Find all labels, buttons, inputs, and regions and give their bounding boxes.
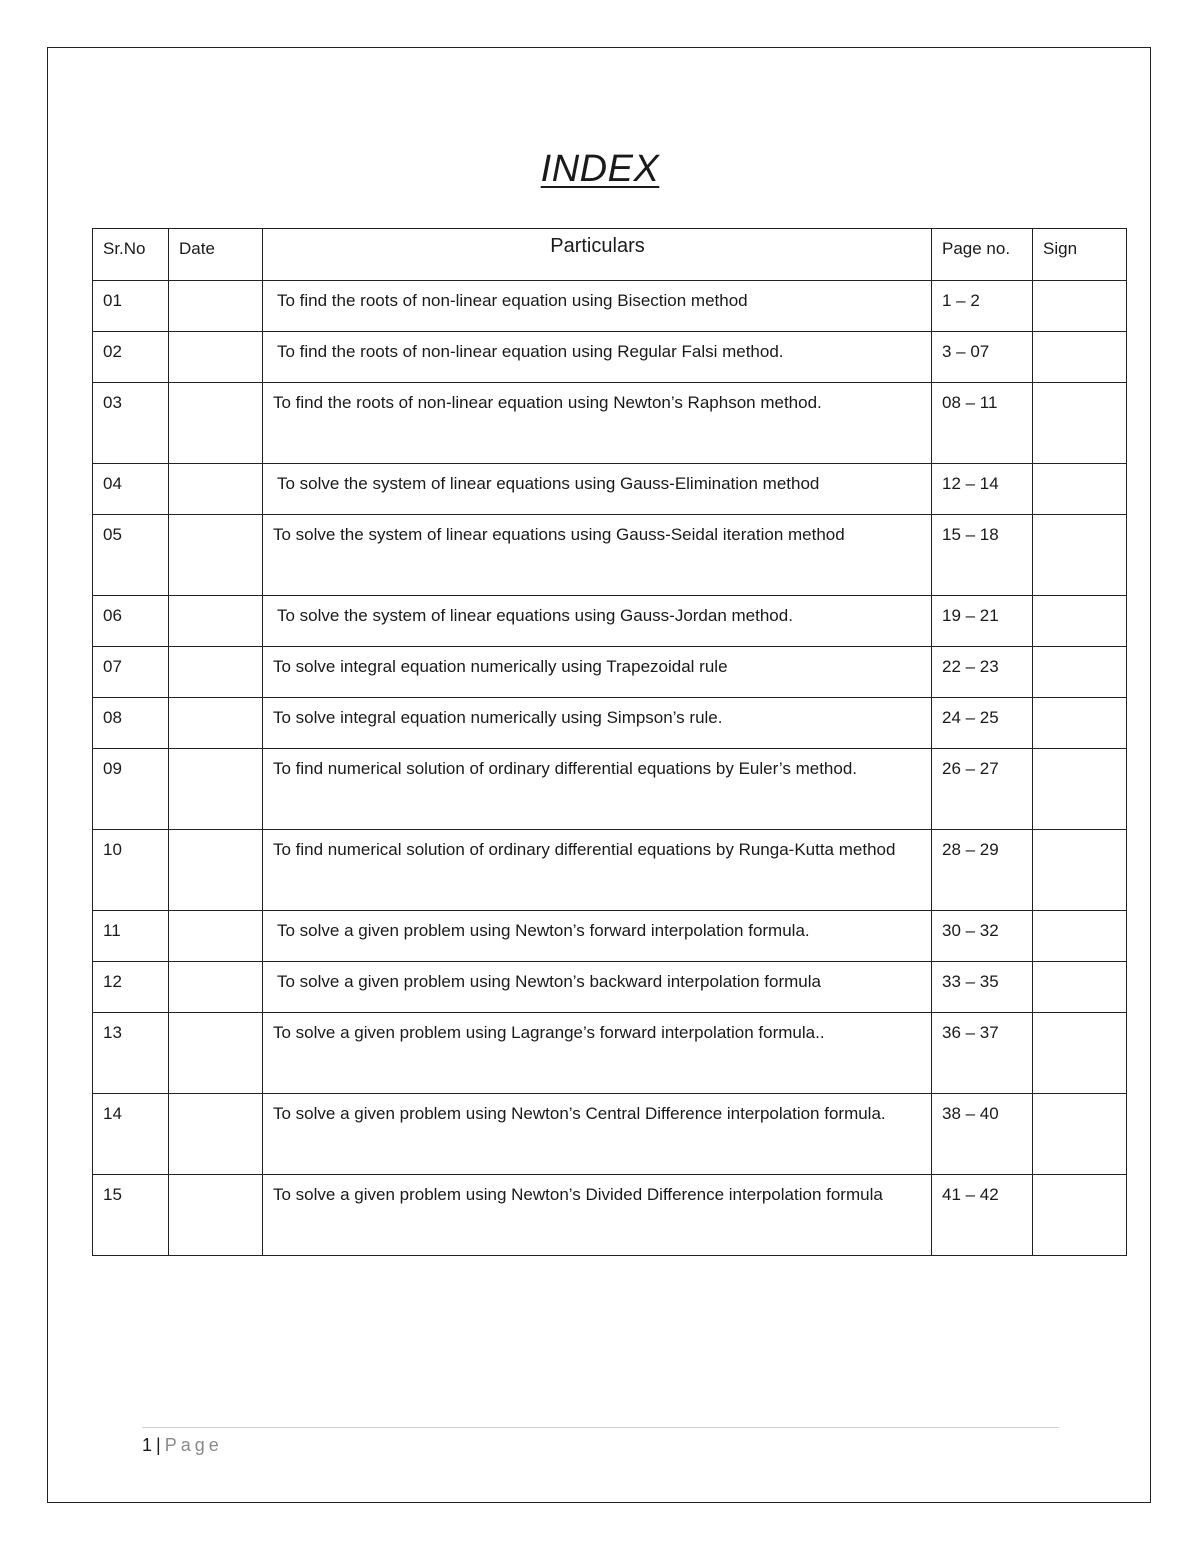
header-date: Date — [169, 229, 263, 281]
table-row — [93, 515, 1127, 596]
cell-particulars: To solve the system of linear equations using Gauss-Jordan method. — [263, 596, 932, 647]
cell-sr-no: 08 — [93, 698, 169, 749]
cell-date — [169, 332, 263, 383]
cell-date — [169, 1094, 263, 1175]
cell-page-no: 22 – 23 — [932, 647, 1033, 698]
cell-date — [169, 464, 263, 515]
cell-page-no: 30 – 32 — [932, 911, 1033, 962]
cell-particulars: To solve the system of linear equations using Gauss-Seidal iteration method — [263, 515, 932, 596]
cell-sign — [1033, 464, 1127, 515]
page-title: INDEX — [540, 148, 660, 190]
cell-date — [169, 830, 263, 911]
cell-date — [169, 911, 263, 962]
cell-page-no: 3 – 07 — [932, 332, 1033, 383]
header-sign: Sign — [1033, 229, 1127, 281]
index-table — [92, 228, 1127, 1256]
table-row — [93, 698, 1127, 749]
cell-sign — [1033, 596, 1127, 647]
cell-particulars: To find the roots of non-linear equation using Bisection method — [263, 281, 932, 332]
cell-sr-no: 02 — [93, 332, 169, 383]
cell-particulars: To solve integral equation numerically using Trapezoidal rule — [263, 647, 932, 698]
cell-particulars: To solve a given problem using Newton’s Central Difference interpolation formula. — [263, 1094, 932, 1175]
page-label: Page — [164, 1435, 223, 1455]
table-row — [93, 1094, 1127, 1175]
table-row — [93, 596, 1127, 647]
table-row — [93, 464, 1127, 515]
cell-sr-no: 11 — [93, 911, 169, 962]
cell-sr-no: 06 — [93, 596, 169, 647]
cell-page-no: 1 – 2 — [932, 281, 1033, 332]
page-footer — [142, 1432, 223, 1458]
cell-particulars: To find the roots of non-linear equation using Newton’s Raphson method. — [263, 383, 932, 464]
table-row — [93, 332, 1127, 383]
cell-date — [169, 749, 263, 830]
cell-sign — [1033, 383, 1127, 464]
cell-sr-no: 13 — [93, 1013, 169, 1094]
cell-particulars: To solve a given problem using Newton’s Divided Difference interpolation formula — [263, 1175, 932, 1256]
table-row — [93, 962, 1127, 1013]
table-row — [93, 911, 1127, 962]
cell-page-no: 33 – 35 — [932, 962, 1033, 1013]
header-page-no: Page no. — [932, 229, 1033, 281]
cell-page-no: 26 – 27 — [932, 749, 1033, 830]
cell-page-no: 28 – 29 — [932, 830, 1033, 911]
cell-sign — [1033, 515, 1127, 596]
cell-sign — [1033, 1175, 1127, 1256]
cell-particulars: To find the roots of non-linear equation using Regular Falsi method. — [263, 332, 932, 383]
table-row — [93, 383, 1127, 464]
cell-sign — [1033, 749, 1127, 830]
footer-divider — [142, 1427, 1059, 1428]
cell-sign — [1033, 281, 1127, 332]
cell-particulars: To solve a given problem using Lagrange’s forward interpolation formula.. — [263, 1013, 932, 1094]
cell-sr-no: 12 — [93, 962, 169, 1013]
cell-date — [169, 596, 263, 647]
cell-sign — [1033, 647, 1127, 698]
cell-page-no: 36 – 37 — [932, 1013, 1033, 1094]
cell-page-no: 41 – 42 — [932, 1175, 1033, 1256]
cell-date — [169, 962, 263, 1013]
cell-sr-no: 07 — [93, 647, 169, 698]
table-row — [93, 1175, 1127, 1256]
cell-date — [169, 698, 263, 749]
cell-particulars: To find numerical solution of ordinary differential equations by Runga-Kutta method — [263, 830, 932, 911]
cell-sign — [1033, 830, 1127, 911]
cell-page-no: 38 – 40 — [932, 1094, 1033, 1175]
cell-sr-no: 05 — [93, 515, 169, 596]
cell-sign — [1033, 1013, 1127, 1094]
header-sr-no: Sr.No — [93, 229, 169, 281]
cell-particulars: To solve the system of linear equations using Gauss-Elimination method — [263, 464, 932, 515]
cell-sr-no: 04 — [93, 464, 169, 515]
page-number: 1 — [142, 1435, 153, 1455]
cell-particulars: To find numerical solution of ordinary differential equations by Euler’s method. — [263, 749, 932, 830]
cell-sign — [1033, 698, 1127, 749]
table-row — [93, 281, 1127, 332]
table-row — [93, 830, 1127, 911]
cell-sr-no: 03 — [93, 383, 169, 464]
cell-sr-no: 14 — [93, 1094, 169, 1175]
cell-sr-no: 01 — [93, 281, 169, 332]
cell-date — [169, 647, 263, 698]
cell-sign — [1033, 911, 1127, 962]
cell-page-no: 08 – 11 — [932, 383, 1033, 464]
cell-sr-no: 10 — [93, 830, 169, 911]
table-row — [93, 647, 1127, 698]
cell-particulars: To solve a given problem using Newton’s forward interpolation formula. — [263, 911, 932, 962]
cell-sr-no: 15 — [93, 1175, 169, 1256]
cell-page-no: 12 – 14 — [932, 464, 1033, 515]
cell-date — [169, 1013, 263, 1094]
cell-page-no: 24 – 25 — [932, 698, 1033, 749]
table-row — [93, 1013, 1127, 1094]
cell-date — [169, 281, 263, 332]
cell-page-no: 15 – 18 — [932, 515, 1033, 596]
cell-particulars: To solve integral equation numerically using Simpson’s rule. — [263, 698, 932, 749]
table-row — [93, 749, 1127, 830]
cell-sr-no: 09 — [93, 749, 169, 830]
cell-date — [169, 383, 263, 464]
cell-sign — [1033, 962, 1127, 1013]
cell-date — [169, 1175, 263, 1256]
cell-sign — [1033, 332, 1127, 383]
cell-page-no: 19 – 21 — [932, 596, 1033, 647]
cell-date — [169, 515, 263, 596]
header-particulars: Particulars — [263, 229, 932, 281]
footer-separator: | — [156, 1435, 161, 1455]
cell-particulars: To solve a given problem using Newton’s backward interpolation formula — [263, 962, 932, 1013]
table-header-row — [93, 229, 1127, 281]
cell-sign — [1033, 1094, 1127, 1175]
